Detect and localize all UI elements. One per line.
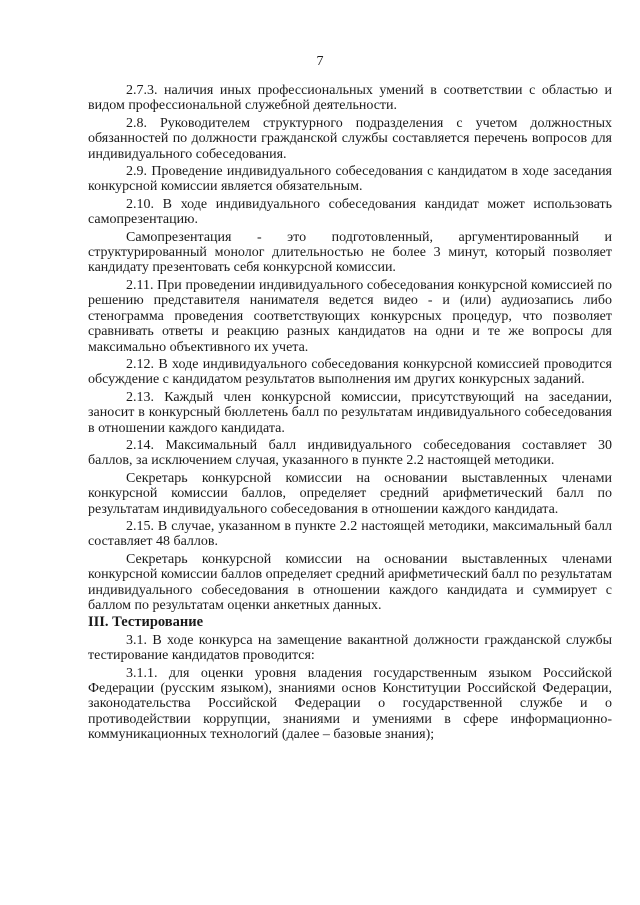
paragraph-2-14: 2.14. Максимальный балл индивидуального собеседования составляет 30 баллов, за исключением случая, указанного в пункте 2.2 настоящей методики. (88, 437, 612, 469)
paragraph-secretary-1: Секретарь конкурсной комиссии на основании выставленных членами конкурсной комиссии баллов, определяет средний арифметический балл по результатам индивидуального собеседования в отношении каждого кандидата. (88, 470, 612, 517)
paragraph-2-11: 2.11. При проведении индивидуального собеседования конкурсной комиссией по решению представителя нанимателя ведется видео - и (или) аудиозапись либо стенограмма проведения соответствующих конкурсных процедур, что позволяет сравнивать ответы и реакцию разных кандидатов на одни и те же вопросы для максимально объективного их учета. (88, 277, 612, 355)
document-body (88, 83, 612, 745)
section-title: III. Тестирование (88, 614, 204, 631)
paragraph-3-1: 3.1. В ходе конкурса на замещение вакантной должности гражданской службы тестирование кандидатов проводится: (88, 632, 612, 664)
page-number: 7 (316, 54, 324, 69)
paragraph-2-7-3: 2.7.3. наличия иных профессиональных умений в соответствии с областью и видом профессиональной служебной деятельности. (88, 83, 612, 114)
paragraph-2-13: 2.13. Каждый член конкурсной комиссии, присутствующий на заседании, заносит в конкурсный бюллетень балл по результатам индивидуального собеседования в отношении каждого кандидата. (88, 389, 612, 436)
paragraph-secretary-2: Секретарь конкурсной комиссии на основании выставленных членами конкурсной комиссии баллов определяет средний арифметический балл по результатам индивидуального собеседования в отношении каждого кандидата и суммирует с баллом по результатам оценки анкетных данных. (88, 551, 612, 613)
paragraph-self-presentation: Самопрезентация - это подготовленный, аргументированный и структурированный монолог длительностью не более 3 минут, который позволяет кандидату презентовать себя конкурсной комиссии. (88, 229, 612, 276)
paragraph-2-8: 2.8. Руководителем структурного подразделения с учетом должностных обязанностей по должности гражданской службы составляется перечень вопросов для индивидуального собеседования. (88, 115, 612, 162)
paragraph-2-9: 2.9. Проведение индивидуального собеседования с кандидатом в ходе заседания конкурсной комиссии является обязательным. (88, 164, 612, 195)
paragraph-2-15: 2.15. В случае, указанном в пункте 2.2 настоящей методики, максимальный балл составляет 48 баллов. (88, 518, 612, 550)
paragraph-2-12: 2.12. В ходе индивидуального собеседования конкурсной комиссией проводится обсуждение с кандидатом результатов выполнения им других конкурсных заданий. (88, 356, 612, 388)
paragraph-2-10: 2.10. В ходе индивидуального собеседования кандидат может использовать самопрезентацию. (88, 196, 612, 228)
paragraph-3-1-1: 3.1.1. для оценки уровня владения государственным языком Российской Федерации (русским языком), знаниями основ Конституции Российской Федерации, законодательства Российской Федерации о государственной службе и о противодействии коррупции, знаниями и умениями в сфере информационно-коммуникационных технологий (далее – базовые знания); (88, 665, 612, 743)
